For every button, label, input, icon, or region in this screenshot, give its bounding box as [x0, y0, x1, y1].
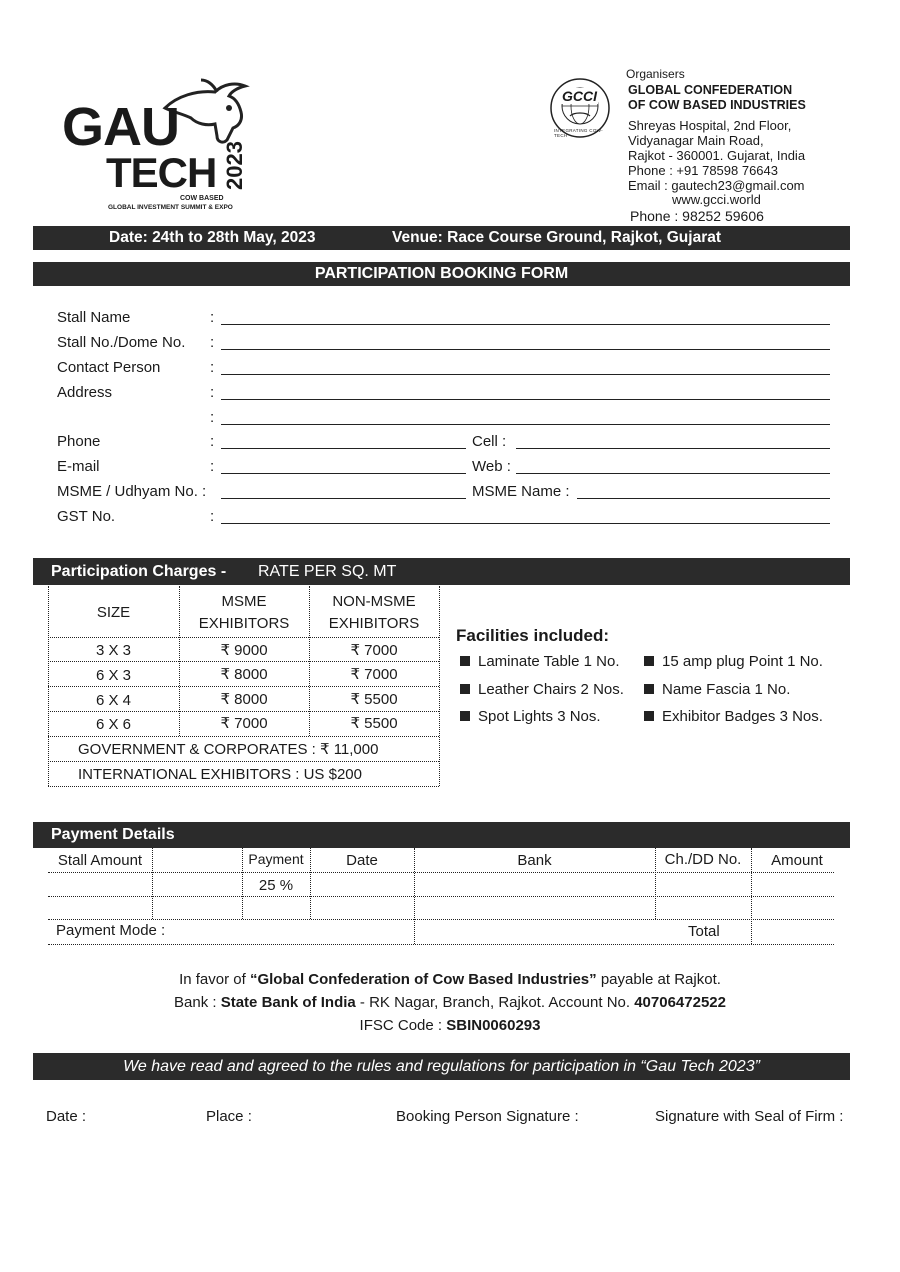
payment-header-bank: Bank — [517, 852, 552, 869]
table-cell: 6 X 6 — [95, 716, 132, 733]
bank-text: Bank : — [174, 994, 217, 1011]
payment-header-date: Date — [346, 852, 378, 869]
bank-line-2 — [0, 994, 900, 1011]
payment-mode-label: Payment Mode : — [56, 922, 166, 939]
table-cell: ₹ 7000 — [350, 666, 398, 683]
table-cell: 6 X 4 — [95, 692, 132, 709]
label-stall-name: Stall Name — [57, 309, 131, 326]
label-contact-person: Contact Person — [57, 359, 161, 376]
msme-name-field[interactable] — [577, 498, 830, 499]
agreement-bar — [33, 1053, 850, 1080]
seal-subtext: INTEGRATING COW-TECH — [554, 128, 603, 138]
charges-header-msme: MSME — [221, 593, 267, 610]
contact-person-field[interactable] — [221, 374, 830, 375]
facility-item: Laminate Table 1 No. — [460, 653, 619, 670]
table-border — [48, 711, 439, 712]
label-stall-no: Stall No./Dome No. — [57, 334, 186, 351]
organiser-phone-2: Phone : 98252 59606 — [630, 208, 764, 224]
seal-text: GCCI — [562, 88, 597, 104]
label-gst: GST No. — [57, 508, 116, 525]
payment-total-label: Total — [688, 923, 720, 940]
bank-line-3 — [0, 1017, 900, 1034]
table-cell: ₹ 7000 — [220, 715, 268, 732]
account-number: 40706472522 — [634, 994, 726, 1011]
table-cell: 6 X 3 — [95, 667, 132, 684]
bank-text: In favor of — [179, 971, 246, 988]
charges-header-non-msme-2: EXHIBITORS — [328, 615, 420, 632]
payee-name: “Global Confederation of Cow Based Industries” — [249, 971, 597, 988]
organiser-address-3: Rajkot - 360001. Gujarat, India — [628, 148, 806, 163]
bullet-square-icon — [460, 711, 470, 721]
cell-field[interactable] — [516, 448, 830, 449]
table-border — [48, 944, 834, 945]
sign-place-label: Place : — [206, 1108, 252, 1125]
bank-text: IFSC Code : — [359, 1017, 443, 1034]
facilities-title: Facilities included: — [456, 626, 610, 645]
table-border — [48, 872, 834, 873]
bank-name: State Bank of India — [220, 994, 356, 1011]
colon: : — [210, 359, 215, 376]
table-cell: ₹ 5500 — [350, 691, 398, 708]
facility-item: 15 amp plug Point 1 No. — [644, 653, 823, 670]
colon: : — [210, 508, 215, 525]
table-cell: ₹ 8000 — [220, 691, 268, 708]
organiser-email: Email : gautech23@gmail.com — [628, 178, 805, 193]
logo-word-gau: GAU — [62, 97, 179, 157]
colon: : — [210, 309, 215, 326]
table-cell: ₹ 8000 — [220, 666, 268, 683]
logo-year: 2023 — [222, 141, 247, 190]
colon: : — [210, 334, 215, 351]
organiser-name-2: OF COW BASED INDUSTRIES — [628, 98, 806, 112]
bank-text: payable at Rajkot. — [600, 971, 721, 988]
payment-title: Payment Details — [51, 826, 175, 843]
phone-field[interactable] — [221, 448, 466, 449]
address-field-2[interactable] — [221, 424, 830, 425]
table-cell: 3 X 3 — [95, 642, 132, 659]
charges-header-size: SIZE — [96, 604, 131, 621]
charges-title: Participation Charges - — [51, 563, 227, 580]
table-border — [152, 848, 153, 919]
label-msme-name: MSME Name : — [472, 483, 570, 500]
stall-no-field[interactable] — [221, 349, 830, 350]
logo-sub2: GLOBAL INVESTMENT SUMMIT & EXPO — [108, 204, 233, 211]
charges-header-non-msme: NON-MSME — [332, 593, 416, 610]
facility-item: Leather Chairs 2 Nos. — [460, 681, 624, 698]
table-border — [48, 896, 834, 897]
table-border — [48, 736, 439, 737]
agreement-text: We have read and agreed to the rules and regulations for participation in “Gau Tech 2023” — [123, 1058, 760, 1075]
email-field[interactable] — [221, 473, 466, 474]
table-cell: ₹ 9000 — [220, 642, 268, 659]
table-cell: ₹ 7000 — [350, 642, 398, 659]
table-cell: ₹ 5500 — [350, 715, 398, 732]
event-venue: Venue: Race Course Ground, Rajkot, Gujarat — [392, 229, 722, 246]
government-rate: GOVERNMENT & CORPORATES : ₹ 11,000 — [78, 741, 379, 758]
label-cell: Cell : — [472, 433, 507, 450]
bullet-square-icon — [644, 711, 654, 721]
table-border — [48, 661, 439, 662]
web-field[interactable] — [516, 473, 830, 474]
international-rate: INTERNATIONAL EXHIBITORS : US $200 — [78, 766, 362, 783]
address-field-1[interactable] — [221, 399, 830, 400]
bank-line-1 — [0, 971, 900, 988]
sign-date-label: Date : — [46, 1108, 87, 1125]
organiser-address-2: Vidyanagar Main Road, — [628, 133, 764, 148]
gcci-seal — [548, 76, 612, 140]
gst-field[interactable] — [221, 523, 830, 524]
event-date: Date: 24th to 28th May, 2023 — [109, 229, 316, 246]
colon: : — [210, 433, 215, 450]
label-phone: Phone — [57, 433, 101, 450]
colon: : — [210, 409, 215, 426]
organiser-phone: Phone : +91 78598 76643 — [628, 163, 779, 178]
organiser-name-1: GLOBAL CONFEDERATION — [628, 83, 793, 97]
seal-signature-label: Signature with Seal of Firm : — [655, 1108, 844, 1125]
booking-signature-label: Booking Person Signature : — [396, 1108, 579, 1125]
bullet-square-icon — [460, 684, 470, 694]
table-border — [48, 761, 439, 762]
payment-percent: 25 % — [258, 877, 294, 894]
event-info-bar — [33, 226, 850, 250]
bank-text: - RK Nagar, Branch, Rajkot. Account No. — [359, 994, 631, 1011]
facility-item: Name Fascia 1 No. — [644, 681, 790, 698]
table-border — [439, 586, 440, 786]
logo-sub1: COW BASED — [180, 195, 224, 202]
facility-item: Exhibitor Badges 3 Nos. — [644, 708, 823, 725]
payment-header-stall-amount: Stall Amount — [57, 852, 143, 869]
bullet-square-icon — [460, 656, 470, 666]
organiser-address-1: Shreyas Hospital, 2nd Floor, — [628, 118, 792, 133]
label-address: Address — [57, 384, 113, 401]
payment-header-amount: Amount — [771, 852, 823, 869]
form-title: PARTICIPATION BOOKING FORM — [314, 265, 569, 282]
facility-item: Spot Lights 3 Nos. — [460, 708, 601, 725]
payment-title-bar — [33, 822, 850, 848]
charges-header-msme-2: EXHIBITORS — [198, 615, 290, 632]
colon: : — [210, 384, 215, 401]
organiser-web[interactable]: www.gcci.world — [672, 192, 761, 207]
form-title-bar — [33, 262, 850, 286]
ifsc-code: SBIN0060293 — [446, 1017, 541, 1034]
table-border — [48, 919, 834, 920]
event-logo — [62, 78, 262, 218]
label-web: Web : — [472, 458, 511, 475]
table-border — [48, 637, 439, 638]
msme-no-field[interactable] — [221, 498, 466, 499]
stall-name-field[interactable] — [221, 324, 830, 325]
table-border — [48, 686, 439, 687]
colon: : — [210, 458, 215, 475]
label-msme-no: MSME / Udhyam No. : — [57, 483, 207, 500]
label-email: E-mail — [57, 458, 100, 475]
charges-title-bar — [33, 558, 850, 585]
payment-header-payment: Payment — [248, 851, 304, 867]
bullet-square-icon — [644, 684, 654, 694]
table-border — [48, 786, 439, 787]
logo-word-tech: TECH — [106, 149, 217, 196]
charges-subtitle: RATE PER SQ. MT — [258, 563, 397, 580]
organiser-heading: Organisers — [626, 67, 685, 81]
payment-header-chdd: Ch./DD No. — [664, 851, 742, 868]
bullet-square-icon — [644, 656, 654, 666]
